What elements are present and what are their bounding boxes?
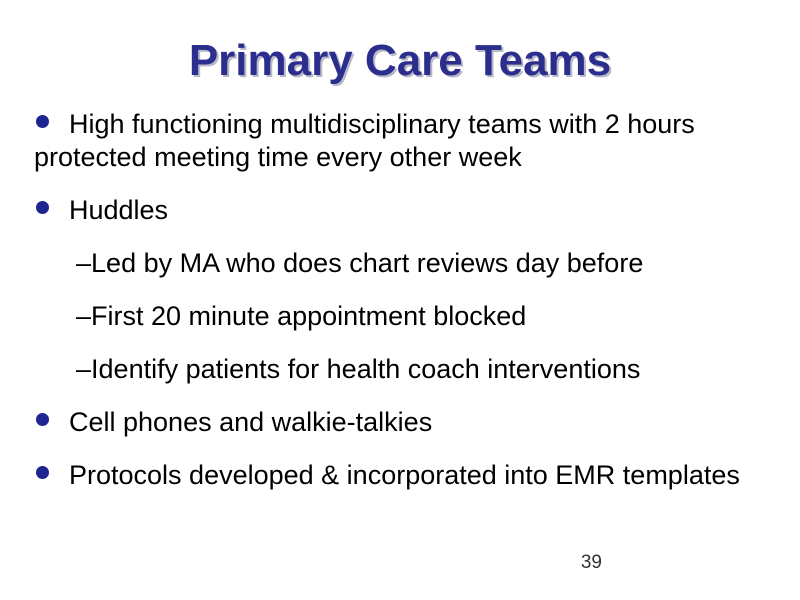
bullet-item-huddles [34, 194, 754, 227]
bullet-dot-icon [36, 466, 49, 479]
bullet-item-protocols [34, 459, 754, 492]
bullet-dot-icon [36, 115, 49, 128]
dash-icon: – [76, 301, 92, 331]
sub-item [76, 247, 754, 280]
sub-list-container [34, 247, 754, 386]
bullet-list [34, 108, 754, 512]
page-number: 39 [580, 552, 602, 573]
dash-icon: – [76, 354, 92, 384]
bullet-text: Protocols developed & incorporated into EMR templates [69, 460, 740, 490]
bullet-dot-icon [36, 413, 49, 426]
sub-item [76, 300, 754, 333]
bullet-text: Cell phones and walkie-talkies [69, 407, 433, 437]
dash-icon: – [76, 248, 92, 278]
sub-item-text: Identify patients for health coach interventions [91, 354, 641, 384]
sub-list [34, 247, 754, 386]
bullet-dot-icon [36, 201, 49, 214]
bullet-text: High functioning multidisciplinary teams with 2 hours protected meeting time every other week [34, 109, 695, 172]
bullet-item-teams [34, 108, 754, 174]
sub-item-text: Led by MA who does chart reviews day before [91, 248, 644, 278]
slide-title: Primary Care Teams [188, 36, 612, 85]
sub-item [76, 353, 754, 386]
bullet-item-phones [34, 406, 754, 439]
bullet-text: Huddles [69, 195, 169, 225]
sub-item-text: First 20 minute appointment blocked [91, 301, 527, 331]
